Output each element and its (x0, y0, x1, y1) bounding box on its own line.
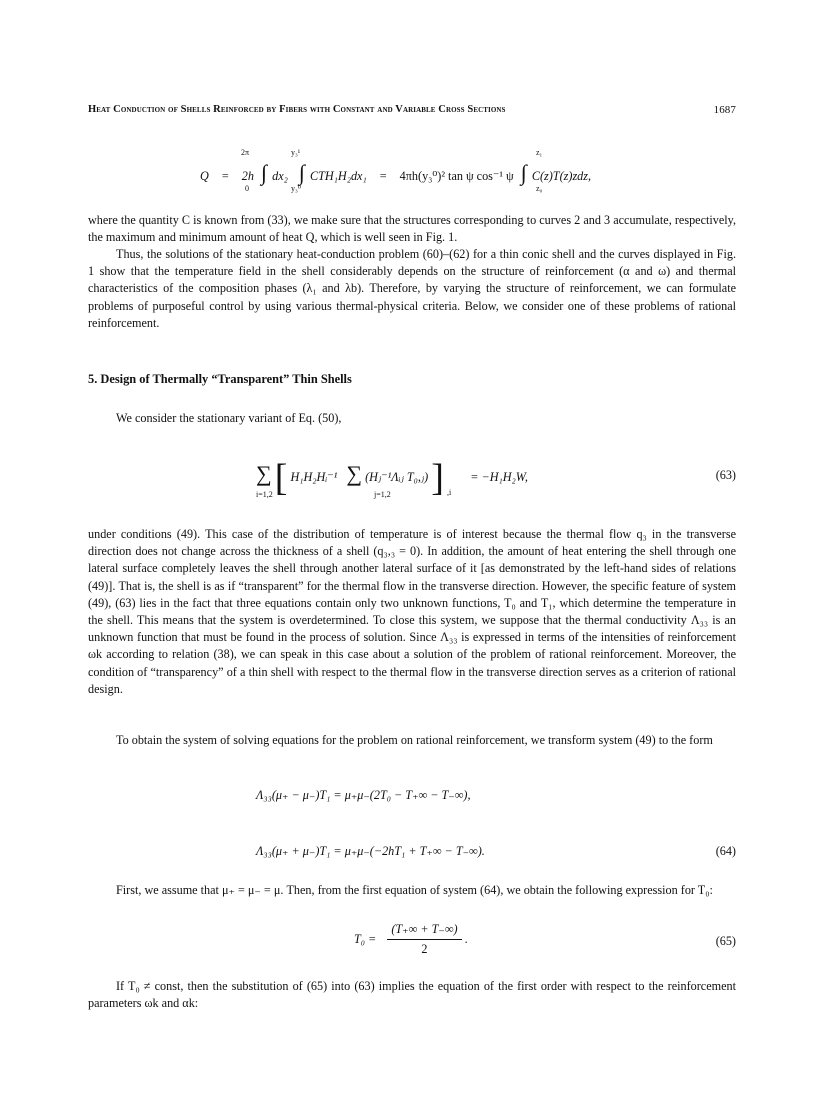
int2-upper-limit: y₃¹ (291, 148, 301, 157)
page-number: 1687 (713, 104, 736, 116)
paragraph-6: First, we assume that μ₊ = μ₋ = μ. Then, from the first equation of system (64), we obtain the following expression for T₀: (116, 883, 713, 897)
paragraph-7: If T₀ ≠ const, then the substitution of (65) into (63) implies the equation of the first order with respect to the reinforcement parameters ωk and αk: (88, 979, 736, 1011)
paragraph-2: Thus, the solutions of the stationary heat-conduction problem (60)–(62) for a thin conic shell and the curves displayed in Fig. 1 show that the temperature field in the shell considerably depends on the structure of reinforcement (α and ω) and thermal characteristics of the composition phases (λ₁ and λb). Therefore, by varying the structure of reinforcement, we can formulate problems of purposeful control by using various thermal-physical criteria. Below, we consider one of these problems of rational reinforcement. (88, 247, 736, 330)
sum-sign-i: ∑ (256, 460, 272, 486)
running-title: Heat Conduction of Shells Reinforced by Fibers with Constant and Variable Cross Sections (88, 104, 506, 115)
eq63-inner1: H₁H₂Hᵢ⁻¹ (290, 469, 338, 484)
eq65-tail: . (464, 932, 468, 946)
eq63-number: (63) (715, 468, 736, 482)
integral-sign-1: ∫ (261, 160, 268, 185)
sum-sign-j: ∑ (346, 460, 363, 486)
eq65-denominator: 2 (421, 942, 428, 956)
eq65-lhs: T₀ = (354, 932, 377, 946)
eq-q-coeff: 2h (241, 169, 254, 183)
eq65-fraction (387, 922, 461, 957)
bracket-left: [ (274, 457, 288, 499)
eq63-sub: ,i (446, 487, 452, 497)
eq-q-dx2: dx₂ (272, 169, 288, 183)
eq-q-equals-2: = (379, 169, 387, 183)
int3-lower-limit: z₀ (536, 184, 543, 193)
eq-q-tail: C(z)T(z)zdz, (531, 169, 592, 183)
paragraph-5: To obtain the system of solving equations for the problem on rational reinforcement, we transform system (49) to the form (116, 733, 713, 747)
int2-lower-limit: y₃⁰ (291, 184, 301, 193)
eq64-number: (64) (715, 844, 736, 858)
sum-j-limit: j=1,2 (374, 490, 391, 499)
equation-63 (88, 446, 736, 510)
eq63-rhs: = −H₁H₂W, (470, 469, 528, 484)
paragraph-4: under conditions (49). This case of the distribution of temperature is of interest because the thermal flow q₃ in the transverse direction does not change across the thickness of a shell (q₃,₃ = 0). In addition, the amount of heat entering the shell through one lateral surface completely leaves the shell through another lateral surface of it [as demonstrated by the left-hand sides of relations (49)]. That is, the shell is as if “transparent” for the thermal flow in the transverse direction. However, the specific feature of system (49), (63) lies in the fact that three equations contain only two unknown functions, T₀ and T₁, which determine the temperature in the shell. This means that the system is overdetermined. To close this system, we suppose that the thermal conductivity Λ₃₃ is an unknown function that must be found in the process of solution. Since Λ₃₃ is expressed in terms of the intensities of reinforcement ωk according to relation (38), we can speak in this case about a solution of the problem of rational reinforcement. Moreover, the condition of “transparency” of a thin shell with respect to the thermal flow in the transverse direction serves as a criterion of rational design. (88, 527, 736, 696)
int1-lower-limit: 0 (245, 184, 249, 193)
sum-i-limit: i=1,2 (256, 490, 273, 499)
eq64b-text: Λ₃₃(μ₊ + μ₋)T₁ = μ₊μ₋(−2hT₁ + T₊∞ − T₋∞). (256, 844, 485, 858)
eq65-number: (65) (715, 934, 736, 948)
equation-64a (88, 782, 736, 812)
running-head (88, 104, 736, 115)
eq-q-rhs: 4πh(y₃⁰)² tan ψ cos⁻¹ ψ (399, 169, 514, 183)
int3-upper-limit: z₁ (536, 148, 543, 157)
integral-sign-3: ∫ (520, 160, 527, 185)
equation-q (88, 148, 736, 196)
eq64a-text: Λ₃₃(μ₊ − μ₋)T₁ = μ₊μ₋(2T₀ − T₊∞ − T₋∞), (256, 788, 471, 802)
eq-q-equals-1: = (221, 169, 229, 183)
int1-upper-limit: 2π (241, 148, 250, 157)
paragraph-3: We consider the stationary variant of Eq. (50), (116, 411, 342, 425)
equation-64b (88, 838, 736, 868)
section-heading: 5. Design of Thermally “Transparent” Thin Shells (88, 372, 352, 386)
eq65-numerator: (T₊∞ + T₋∞) (387, 922, 461, 940)
integral-sign-2: ∫ (298, 160, 305, 185)
eq-q-integrand: CTH₁H₂dx₁ (309, 169, 367, 183)
paragraph-1: where the quantity C is known from (33), we make sure that the structures corresponding to curves 2 and 3 accumulate, respectively, the maximum and minimum amount of heat Q, which is well seen in Fig. 1. (88, 213, 736, 245)
equation-65 (88, 918, 736, 962)
eq-q-lhs: Q (200, 169, 209, 183)
bracket-right: ] (431, 457, 444, 499)
eq63-inner2: (Hⱼ⁻¹Λᵢⱼ T₀,ⱼ) (365, 469, 429, 484)
